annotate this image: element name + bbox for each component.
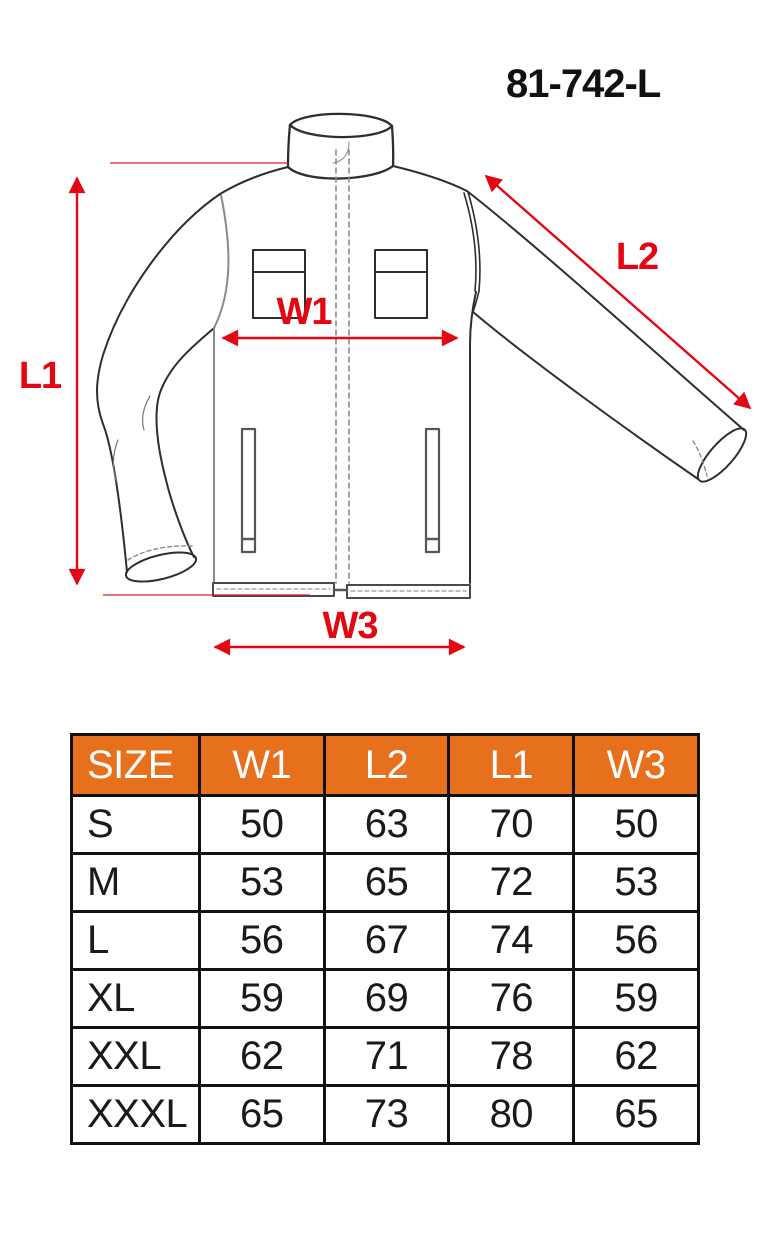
table-row-l	[72, 912, 699, 970]
table-row-s	[72, 796, 699, 854]
value-cell: 72	[449, 854, 574, 912]
value-cell: 70	[449, 796, 574, 854]
size-cell: L	[72, 912, 200, 970]
jacket-left-sleeve	[97, 194, 220, 587]
jacket-left-shoulder	[220, 167, 288, 194]
value-cell: 56	[199, 912, 324, 970]
value-cell: 65	[199, 1086, 324, 1144]
value-cell: 62	[574, 1028, 699, 1086]
l2-dimension-arrow	[486, 176, 750, 408]
size-table-header	[72, 735, 699, 796]
value-cell: 63	[324, 796, 449, 854]
value-cell: 53	[574, 854, 699, 912]
col-header-l2: L2	[324, 735, 449, 796]
zipper-line	[336, 150, 349, 583]
dimension-label-l2: L2	[615, 236, 659, 278]
jacket-right-shoulder	[393, 166, 467, 191]
table-row-m	[72, 854, 699, 912]
value-cell: 74	[449, 912, 574, 970]
value-cell: 69	[324, 970, 449, 1028]
value-cell: 59	[574, 970, 699, 1028]
size-cell: XXL	[72, 1028, 200, 1086]
value-cell: 50	[199, 796, 324, 854]
size-cell: XXXL	[72, 1086, 200, 1144]
value-cell: 73	[324, 1086, 449, 1144]
product-code: 81-742-L	[506, 62, 661, 106]
table-row-xl	[72, 970, 699, 1028]
table-row-xxxl	[72, 1086, 699, 1144]
jacket-right-sleeve	[467, 191, 753, 488]
value-cell: 76	[449, 970, 574, 1028]
left-cuff	[123, 547, 199, 588]
dimension-label-w1: W1	[276, 291, 332, 333]
value-cell: 50	[574, 796, 699, 854]
jacket-drawing	[97, 114, 753, 598]
header-row	[72, 735, 699, 796]
value-cell: 80	[449, 1086, 574, 1144]
value-cell: 62	[199, 1028, 324, 1086]
dimension-annotations	[19, 163, 750, 647]
value-cell: 65	[324, 854, 449, 912]
size-cell: XL	[72, 970, 200, 1028]
value-cell: 56	[574, 912, 699, 970]
value-cell: 53	[199, 854, 324, 912]
value-cell: 67	[324, 912, 449, 970]
size-table	[70, 733, 700, 1145]
value-cell: 65	[574, 1086, 699, 1144]
table-row-xxl	[72, 1028, 699, 1086]
size-cell: S	[72, 796, 200, 854]
slit-pockets	[242, 429, 439, 552]
value-cell: 71	[324, 1028, 449, 1086]
col-header-w3: W3	[574, 735, 699, 796]
jacket-left-armhole-seam	[214, 195, 228, 328]
dimension-label-w3: W3	[322, 605, 378, 647]
col-header-l1: L1	[449, 735, 574, 796]
value-cell: 78	[449, 1028, 574, 1086]
size-cell: M	[72, 854, 200, 912]
col-header-w1: W1	[199, 735, 324, 796]
jacket-collar	[288, 114, 393, 179]
value-cell: 59	[199, 970, 324, 1028]
dimension-label-l1: L1	[18, 355, 62, 397]
col-header-size: SIZE	[72, 735, 200, 796]
